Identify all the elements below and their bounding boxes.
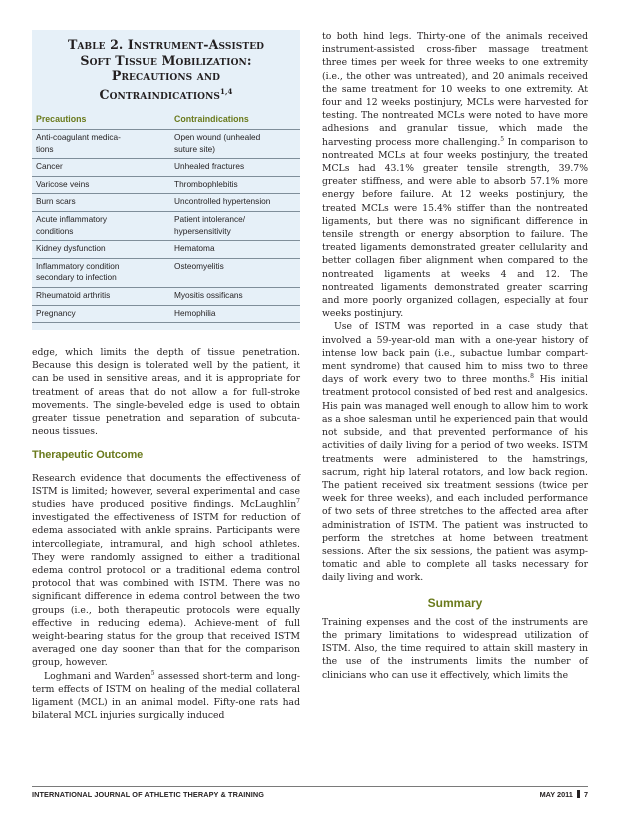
paragraph: Use of ISTM was reported in a case study that involved a 59-year-old man with a one-year history of intense low back pain (i.e., subactue lumbar compart-ment syndrome) that caused him to miss two to three days of work every two to three months.$^8$ His initial treatment protocol consisted of bed rest and analgesics. His pain was managed well enough to allow him to work as a shoe salesman until he experienced pain that would not subside, and that prevented performance of his activities of daily living for a period of two weeks. ISTM treatments were administered to the hamstrings, sacrum, right hip lateral rotators, and low back region. The patient received six treatment sessions (twice per week for three weeks), and each included performance of two sets of three stretches to the affected area after administration of ISTM. The patient was instructed to perform the stretches at home between treatment sessions. After the six sessions, the patient was asymp-tomatic and able to complete all tasks necessary for daily living and work. bbox=[322, 321, 588, 584]
footer-journal-name: INTERNATIONAL JOURNAL OF ATHLETIC THERAPY & TRAINING bbox=[32, 790, 265, 799]
precaution-cell: Rheumatoid arthritis bbox=[32, 287, 170, 305]
footer-page-number: 7 bbox=[583, 790, 588, 799]
precaution-cell: Varicose veins bbox=[32, 176, 170, 194]
contraindication-cell: Osteomyelitis bbox=[170, 258, 300, 287]
table-body bbox=[32, 130, 300, 323]
citation-ref: 5 bbox=[150, 669, 155, 677]
table-title-line bbox=[38, 84, 294, 103]
table-title bbox=[32, 30, 300, 102]
footer-page-info bbox=[540, 790, 588, 799]
citation-ref: 5 bbox=[500, 135, 505, 143]
paragraph: Loghmani and Warden$^5$ assessed short-term and long-term effects of ISTM on healing of the medial collateral ligament (MCL) in an animal model. Fifty-one rats had bilateral MCL injuries surgically induced bbox=[32, 669, 301, 722]
contraindication-cell: Open wound (unhealed suture site) bbox=[170, 130, 300, 159]
section-heading-summary: Summary bbox=[427, 595, 483, 610]
table-row bbox=[32, 130, 300, 159]
table-precautions-contraindications bbox=[32, 30, 300, 330]
precaution-cell: Anti-coagulant medica- tions bbox=[32, 130, 170, 159]
left-column bbox=[32, 346, 300, 722]
table-header-row bbox=[32, 110, 300, 130]
footer-date: MAY 2011 bbox=[539, 790, 573, 799]
table-title-line: Table 2. Instrument-Assisted bbox=[67, 37, 265, 52]
citation-ref: 7 bbox=[296, 497, 300, 505]
footer-divider bbox=[32, 786, 588, 787]
table-title-last: Contraindications bbox=[99, 86, 221, 102]
contraindication-cell: Hematoma bbox=[170, 241, 300, 259]
precaution-cell: Kidney dysfunction bbox=[32, 241, 170, 259]
contraindication-cell: Hemophilia bbox=[170, 305, 300, 323]
footer-separator-bar bbox=[577, 790, 580, 798]
table-row bbox=[32, 241, 300, 259]
contraindication-cell: Unhealed fractures bbox=[170, 159, 300, 177]
table-grid bbox=[32, 110, 300, 323]
paragraph: to both hind legs. Thirty-one of the animals received instrument-assisted cross-fiber massage treatment three times per week for three weeks to one extremity (i.e., the other was untreated), and 20 animals received the same treatment for 10 weeks to one extremity. At four and 12 weeks postinjury, MCLs were harvested for testing. The nontreated MCLs were noted to have more adhesions and granular tissue, which made the harvesting process more challenging.$^5$ In comparison to nontreated MCLs at four weeks postinjury, the treated MCLs had 43.1% greater tensile strength, 39.7% greater stiffness, and were able to absorb 57.1% more energy before failure. At 12 weeks postinjury, the treated MCLs were 15.4% stiffer than the nontreated ligaments, but there was no significant difference in tensile strength or energy absorption to failure. The treated ligaments demonstrated greater cellularity and better collagen fiber alignment when compared to the nontreated ligaments at weeks 4 and 12. The nontreated ligaments demonstrated greater scarring and more poorly organized collagen, especially at four weeks postinjury. bbox=[322, 31, 588, 320]
table-row bbox=[32, 287, 300, 305]
section-heading-therapeutic-outcome: Therapeutic Outcome bbox=[32, 449, 144, 462]
table-title-line: Soft Tissue Mobilization: bbox=[80, 52, 252, 68]
precaution-cell: Burn scars bbox=[32, 194, 170, 212]
table-title-refs: 1,4 bbox=[220, 86, 233, 96]
contraindication-cell: Myositis ossificans bbox=[170, 287, 300, 305]
citation-ref: 8 bbox=[530, 373, 534, 381]
contraindication-cell: Patient intolerance/ hypersensitivity bbox=[170, 211, 300, 240]
paragraph: edge, which limits the depth of tissue penetration. Because this design is tolerated well by the patient, it can be used in sensitive areas, and it is appropriate for treatment of areas that do not allow a for full-stroke movements. The single-beveled edge is used to obtain greater tissue penetration and separation of subcuta-neous tissues. bbox=[32, 347, 300, 438]
table-row bbox=[32, 194, 300, 212]
table-row bbox=[32, 176, 300, 194]
precaution-cell: Inflammatory condition secondary to infection bbox=[32, 258, 170, 287]
paragraph: Training expenses and the cost of the instruments are the primary limitations to widespread utilization of ISTM. Also, the time required to attain skill mastery in the use of the instruments limits the number of clinicians who can use it effectively, which limits the bbox=[322, 616, 588, 681]
table-row bbox=[32, 159, 300, 177]
header-contraindications: Contraindications bbox=[174, 114, 249, 125]
table-row bbox=[32, 305, 300, 323]
header-precautions: Precautions bbox=[36, 114, 87, 125]
contraindication-cell: Thrombophlebitis bbox=[170, 176, 300, 194]
contraindication-cell: Uncontrolled hypertension bbox=[170, 194, 300, 212]
table-row bbox=[32, 258, 300, 287]
precaution-cell: Pregnancy bbox=[32, 305, 170, 323]
right-column bbox=[322, 30, 588, 682]
table-title-line: Precautions and bbox=[111, 68, 221, 83]
paragraph: Research evidence that documents the effectiveness of ISTM is limited; however, several experimental and case studies have produced positive findings. McLaughlin$^7$ investigated the effectiveness of ISTM for reduction of edema associated with ankle sprains. Participants were intercollegiate, intramural, and high school athletes. They were randomly assigned to either a traditional edema control protocol or a traditional edema control protocol that was combined with ISTM. There was no significant difference in edema control between the two groups (i.e., both therapeutic protocols were equally effective in reducing edema). Achieve-ment of full weight-bearing status for the group that received ISTM averaged one day sooner than that for the comparison group, however. bbox=[32, 472, 300, 669]
precaution-cell: Cancer bbox=[32, 159, 170, 177]
table-row bbox=[32, 211, 300, 240]
precaution-cell: Acute inflammatory conditions bbox=[32, 211, 170, 240]
